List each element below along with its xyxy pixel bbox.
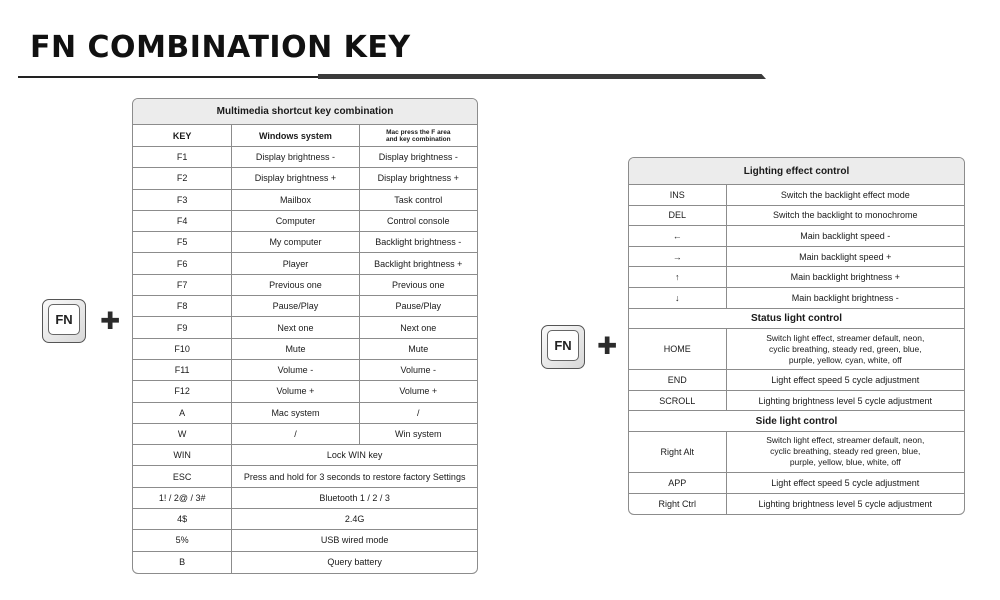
key-cell: B	[133, 552, 232, 573]
table-row	[629, 494, 964, 515]
mac-cell: Display brightness +	[360, 168, 477, 189]
table-row	[629, 391, 964, 412]
key-cell: APP	[629, 473, 727, 494]
table-row	[133, 552, 477, 573]
key-cell: END	[629, 370, 727, 391]
fn-key-label: FN	[48, 304, 80, 335]
table-row	[629, 226, 964, 247]
function-line: Switch light effect, streamer default, neon,	[766, 332, 925, 343]
key-cell: F2	[133, 168, 232, 189]
key-cell: F7	[133, 275, 232, 296]
windows-cell: Mailbox	[232, 190, 359, 211]
table-row	[133, 488, 477, 509]
key-cell: ↑	[629, 267, 727, 288]
function-cell: USB wired mode	[232, 530, 477, 551]
function-cell: Light effect speed 5 cycle adjustment	[727, 370, 964, 391]
key-cell: 5%	[133, 530, 232, 551]
header-mac-line2: and key combination	[385, 135, 451, 143]
key-cell: F1	[133, 147, 232, 168]
key-cell: F6	[133, 253, 232, 274]
windows-cell: Display brightness -	[232, 147, 359, 168]
mac-cell: Backlight brightness -	[360, 232, 477, 253]
key-cell: F5	[133, 232, 232, 253]
multimedia-shortcut-table	[132, 98, 478, 574]
header-key: KEY	[133, 125, 232, 147]
table-row	[133, 275, 477, 296]
mac-cell: Task control	[360, 190, 477, 211]
table-row	[133, 360, 477, 381]
table-row	[133, 190, 477, 211]
function-cell: Press and hold for 3 seconds to restore factory Settings	[232, 466, 477, 487]
function-cell: Query battery	[327, 557, 382, 568]
function-line: cyclic breathing, steady red green, blue,	[770, 446, 921, 457]
table-row	[629, 329, 964, 370]
function-cell: Main backlight speed +	[727, 247, 964, 268]
title-underline-thin	[18, 76, 318, 78]
key-cell: DEL	[629, 206, 727, 227]
function-line: Switch light effect, streamer default, neon,	[766, 435, 925, 446]
table-row	[629, 432, 964, 473]
table-row	[133, 403, 477, 424]
fn-key-icon	[42, 299, 86, 343]
windows-cell: Volume -	[232, 360, 359, 381]
windows-cell: Player	[232, 253, 359, 274]
side-light-section-title: Side light control	[629, 411, 964, 432]
lighting-control-table	[628, 157, 965, 515]
key-cell: F8	[133, 296, 232, 317]
lighting-table-caption: Lighting effect control	[629, 158, 964, 185]
function-cell: Main backlight brightness +	[727, 267, 964, 288]
fn-key-label: FN	[547, 330, 579, 361]
key-cell: F3	[133, 190, 232, 211]
key-cell: SCROLL	[629, 391, 727, 412]
key-cell: A	[133, 403, 232, 424]
key-cell: F12	[133, 381, 232, 402]
status-light-section-title: Status light control	[629, 309, 964, 330]
table-row	[629, 206, 964, 227]
function-cell	[727, 329, 964, 370]
mac-cell: Display brightness -	[360, 147, 477, 168]
plus-icon: ✚	[597, 333, 618, 360]
fn-key-icon	[541, 325, 585, 369]
function-line: purple, yellow, cyan, white, off	[788, 354, 902, 365]
table-row	[629, 370, 964, 391]
multimedia-table-caption: Multimedia shortcut key combination	[133, 99, 477, 125]
windows-cell: Next one	[232, 317, 359, 338]
mac-cell: Volume +	[360, 381, 477, 402]
key-cell: ←	[629, 226, 727, 247]
mac-cell: Pause/Play	[360, 296, 477, 317]
key-cell: F4	[133, 211, 232, 232]
function-cell: 2.4G	[232, 509, 477, 530]
table-row	[133, 466, 477, 487]
windows-cell: Mac system	[232, 403, 359, 424]
key-cell: F10	[133, 339, 232, 360]
function-line: cyclic breathing, steady red, green, blue,	[768, 343, 922, 354]
table-row	[133, 381, 477, 402]
key-cell: Right Ctrl	[629, 494, 727, 515]
function-cell: Main backlight speed -	[727, 226, 964, 247]
table-row	[133, 147, 477, 168]
table-row	[629, 473, 964, 494]
mac-cell: Win system	[360, 424, 477, 445]
function-cell: Lock WIN key	[232, 445, 477, 466]
key-cell: HOME	[629, 329, 727, 370]
title-underline-thick	[318, 74, 766, 79]
windows-cell: Display brightness +	[232, 168, 359, 189]
table-row	[133, 211, 477, 232]
function-cell: Bluetooth 1 / 2 / 3	[232, 488, 477, 509]
function-cell: Light effect speed 5 cycle adjustment	[727, 473, 964, 494]
function-cell: Lighting brightness level 5 cycle adjustment	[758, 498, 933, 509]
mac-cell: Volume -	[360, 360, 477, 381]
function-cell: Switch the backlight effect mode	[727, 185, 964, 206]
key-cell: WIN	[133, 445, 232, 466]
table-row	[629, 185, 964, 206]
table-row	[133, 509, 477, 530]
windows-cell: /	[232, 424, 359, 445]
key-cell: →	[629, 247, 727, 268]
table-row	[133, 253, 477, 274]
function-cell	[727, 432, 964, 473]
table-row	[629, 267, 964, 288]
mac-cell: Next one	[360, 317, 477, 338]
key-cell: F11	[133, 360, 232, 381]
mac-cell: Backlight brightness +	[360, 253, 477, 274]
table-row	[133, 296, 477, 317]
windows-cell: Computer	[232, 211, 359, 232]
header-mac-line1: Mac press the F area	[386, 128, 451, 136]
table-row	[133, 168, 477, 189]
table-row	[133, 424, 477, 445]
windows-cell: Pause/Play	[232, 296, 359, 317]
table-row	[133, 317, 477, 338]
header-windows: Windows system	[232, 125, 359, 147]
key-cell: Right Alt	[629, 432, 727, 473]
table-row	[629, 247, 964, 268]
key-cell: ESC	[133, 466, 232, 487]
key-cell: ↓	[629, 288, 727, 309]
windows-cell: Mute	[232, 339, 359, 360]
key-cell: W	[133, 424, 232, 445]
table-row	[133, 232, 477, 253]
windows-cell: Volume +	[232, 381, 359, 402]
windows-cell: My computer	[232, 232, 359, 253]
mac-cell: /	[360, 403, 477, 424]
key-cell: F9	[133, 317, 232, 338]
windows-cell: Previous one	[232, 275, 359, 296]
header-mac	[360, 125, 477, 147]
mac-cell: Mute	[360, 339, 477, 360]
table-row	[133, 445, 477, 466]
table-row	[629, 288, 964, 309]
table-row	[133, 339, 477, 360]
key-cell: 4$	[133, 509, 232, 530]
mac-cell: Previous one	[360, 275, 477, 296]
function-line: purple, yellow, blue, white, off	[789, 457, 901, 468]
mac-cell: Control console	[360, 211, 477, 232]
key-cell: INS	[629, 185, 727, 206]
function-cell: Lighting brightness level 5 cycle adjustment	[727, 391, 964, 412]
function-cell: Switch the backlight to monochrome	[727, 206, 964, 227]
page-title: FN COMBINATION KEY	[30, 30, 411, 65]
table-row	[133, 530, 477, 551]
function-cell: Main backlight brightness -	[727, 288, 964, 309]
key-cell: 1! / 2@ / 3#	[133, 488, 232, 509]
plus-icon: ✚	[100, 308, 121, 335]
